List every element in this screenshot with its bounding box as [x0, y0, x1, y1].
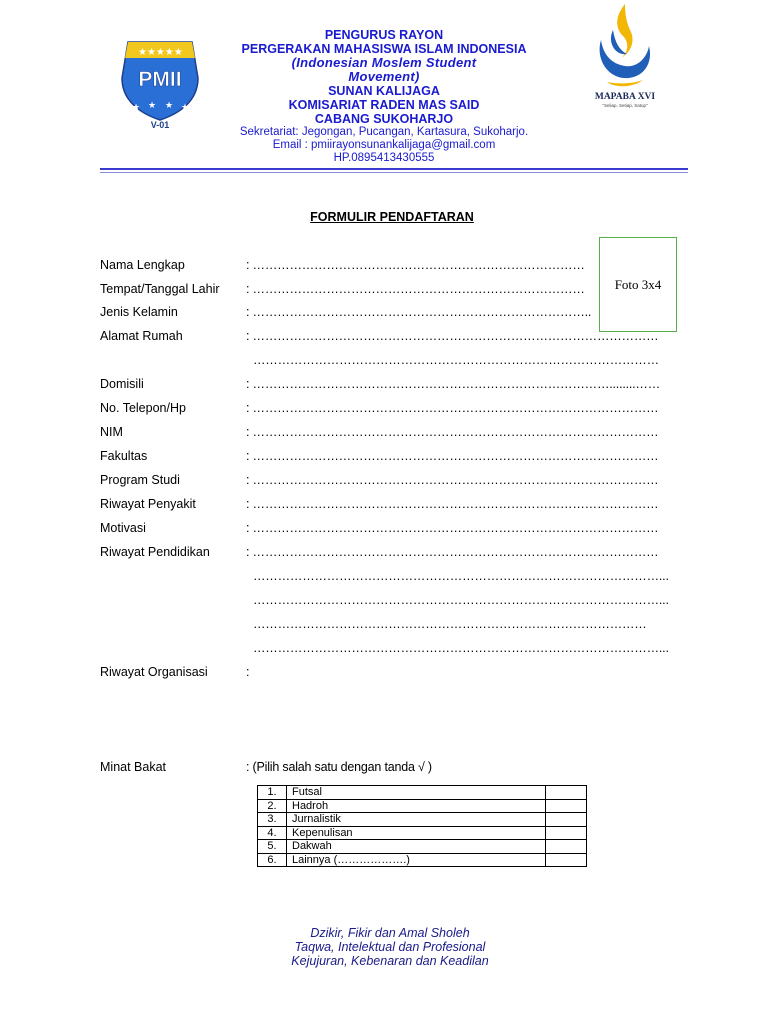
- field-input-fakultas[interactable]: : ………………………………………………………………………………………: [246, 449, 659, 463]
- minat-no: 6.: [258, 853, 287, 867]
- svg-text:★★★★★: ★★★★★: [138, 47, 183, 58]
- field-input-nim[interactable]: : ………………………………………………………………………………………: [246, 425, 659, 439]
- field-input-alamat[interactable]: : ………………………………………………………………………………………: [246, 329, 659, 343]
- header-org-english-1: (Indonesian Moslem Student: [291, 55, 477, 70]
- minat-checkbox[interactable]: [546, 786, 587, 800]
- minat-checkbox[interactable]: [546, 813, 587, 827]
- field-input-domisili[interactable]: : ……………………………………………………………………………........……: [246, 377, 661, 391]
- field-input-pendidikan-2[interactable]: ………………………………………………………………………………………...: [253, 569, 669, 583]
- field-label-domisili: Domisili: [100, 377, 144, 391]
- header-divider: [100, 168, 688, 170]
- minat-name: Kepenulisan: [287, 826, 546, 840]
- field-input-pendidikan[interactable]: : ………………………………………………………………………………………: [246, 545, 659, 559]
- field-label-telepon: No. Telepon/Hp: [100, 401, 186, 415]
- field-input-jenis-kelamin[interactable]: : ………………………………………………………………………..: [246, 305, 592, 319]
- minat-no: 2.: [258, 799, 287, 813]
- field-input-alamat-2[interactable]: ………………………………………………………………………………………: [253, 353, 659, 367]
- field-input-penyakit[interactable]: : ………………………………………………………………………………………: [246, 497, 659, 511]
- field-input-telepon[interactable]: : ………………………………………………………………………………………: [246, 401, 659, 415]
- header-email: Email : pmiirayonsunankalijaga@gmail.com: [272, 139, 496, 151]
- field-input-nama[interactable]: : ………………………………………………………………………: [246, 258, 585, 272]
- table-row: [258, 786, 587, 800]
- header-rayon: SUNAN KALIJAGA: [328, 84, 440, 98]
- field-input-pendidikan-4[interactable]: ……………………………………………………………………………………: [253, 617, 647, 631]
- minat-name: Futsal: [287, 786, 546, 800]
- photo-box: [599, 237, 677, 332]
- field-label-jenis-kelamin: Jenis Kelamin: [100, 305, 178, 319]
- header-secretariat: Sekretariat: Jegongan, Pucangan, Kartasura, Sukoharjo.: [239, 126, 529, 138]
- field-label-ttl: Tempat/Tanggal Lahir: [100, 282, 220, 296]
- header-org-level: PENGURUS RAYON: [324, 28, 444, 42]
- field-label-prodi: Program Studi: [100, 473, 180, 487]
- field-input-motivasi[interactable]: : ………………………………………………………………………………………: [246, 521, 659, 535]
- table-row: [258, 799, 587, 813]
- field-label-motivasi: Motivasi: [100, 521, 146, 535]
- field-input-ttl[interactable]: : ………………………………………………………………………: [246, 282, 585, 296]
- form-title: FORMULIR PENDAFTARAN: [310, 210, 474, 224]
- minat-no: 4.: [258, 826, 287, 840]
- svg-text:★: ★: [148, 101, 157, 111]
- header-komisariat: KOMISARIAT RADEN MAS SAID: [288, 98, 480, 112]
- header-phone: HP.0895413430555: [333, 152, 435, 164]
- header-org-english-2: Movement): [348, 69, 420, 84]
- minat-checkbox[interactable]: [546, 840, 587, 854]
- header-cabang: CABANG SUKOHARJO: [314, 112, 454, 126]
- field-label-alamat: Alamat Rumah: [100, 329, 183, 343]
- minat-checkbox[interactable]: [546, 853, 587, 867]
- field-input-pendidikan-5[interactable]: ………………………………………………………………………………………...: [253, 641, 669, 655]
- field-label-nim: NIM: [100, 425, 123, 439]
- minat-name: Jurnalistik: [287, 813, 546, 827]
- minat-name: Lainnya (……………….): [287, 853, 546, 867]
- minat-no: 1.: [258, 786, 287, 800]
- table-row: [258, 840, 587, 854]
- table-row: [258, 826, 587, 840]
- minat-no: 3.: [258, 813, 287, 827]
- minat-checkbox[interactable]: [546, 799, 587, 813]
- field-input-pendidikan-3[interactable]: ………………………………………………………………………………………...: [253, 593, 669, 607]
- pmii-logo-text: PMII: [138, 68, 182, 91]
- minat-no: 5.: [258, 840, 287, 854]
- table-row: [258, 813, 587, 827]
- mapaba-logo-tagline: "Seliap, Setiap, Satup": [602, 103, 648, 108]
- minat-name: Dakwah: [287, 840, 546, 854]
- footer-motto-1: Dzikir, Fikir dan Amal Sholeh: [310, 926, 470, 940]
- field-input-organisasi[interactable]: :: [246, 665, 250, 679]
- footer-motto-3: Kejujuran, Kebenaran dan Keadilan: [291, 954, 489, 968]
- svg-text:★: ★: [165, 101, 174, 111]
- field-label-pendidikan: Riwayat Pendidikan: [100, 545, 210, 559]
- header-divider-thin: [100, 172, 688, 173]
- field-label-minat: Minat Bakat: [100, 760, 167, 774]
- field-label-penyakit: Riwayat Penyakit: [100, 497, 196, 511]
- field-label-fakultas: Fakultas: [100, 449, 148, 463]
- mapaba-logo-text: MAPABA XVI: [594, 92, 656, 102]
- footer-motto-2: Taqwa, Intelektual dan Profesional: [294, 940, 486, 954]
- minat-instruction: : (Pilih salah satu dengan tanda √ ): [246, 760, 432, 774]
- svg-text:★: ★: [132, 103, 141, 113]
- minat-table: [257, 785, 587, 867]
- svg-text:★: ★: [181, 103, 190, 113]
- pmii-logo-code: V-01: [150, 120, 170, 130]
- header-org-name: PERGERAKAN MAHASISWA ISLAM INDONESIA: [241, 42, 527, 56]
- field-label-organisasi: Riwayat Organisasi: [100, 665, 208, 679]
- table-row: [258, 853, 587, 867]
- photo-label: Foto 3x4: [614, 276, 662, 292]
- minat-name: Hadroh: [287, 799, 546, 813]
- minat-checkbox[interactable]: [546, 826, 587, 840]
- field-label-nama: Nama Lengkap: [100, 258, 185, 272]
- field-input-prodi[interactable]: : ………………………………………………………………………………………: [246, 473, 659, 487]
